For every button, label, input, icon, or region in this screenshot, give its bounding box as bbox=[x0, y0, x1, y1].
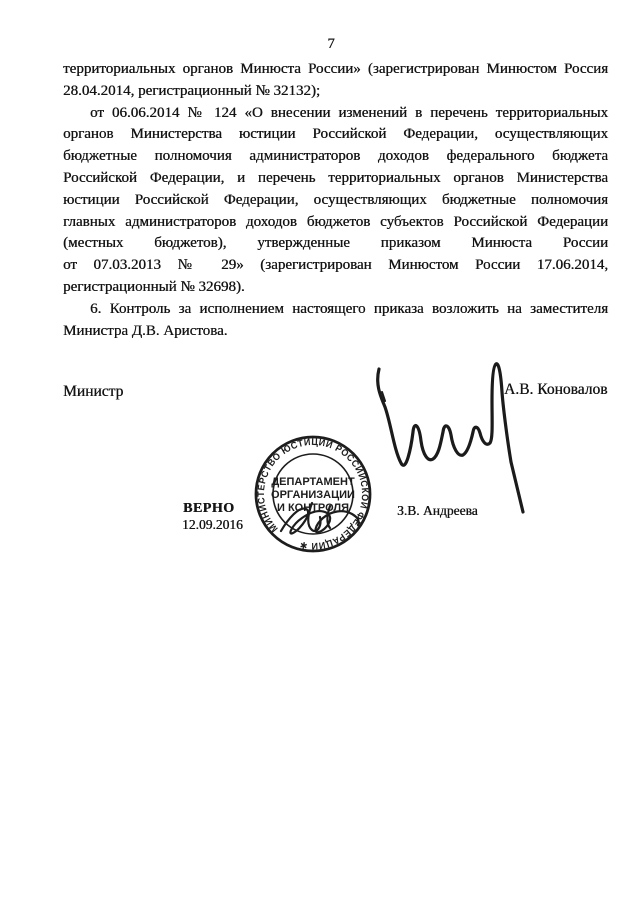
text-line: 28.04.2014, регистрационный № 32132); bbox=[63, 82, 321, 99]
stamp-center-line-1: ДЕПАРТАМЕНТ bbox=[271, 476, 355, 488]
text-line: органов Министерства юстиции Российской Федерации, осуществляющих bbox=[63, 126, 608, 143]
minister-signature-icon bbox=[378, 364, 523, 512]
text-line: 6. Контроль за исполнением настоящего приказа возложить на заместителя bbox=[90, 300, 608, 317]
text-line: главных администраторов доходов бюджетов субъектов Российской Федерации bbox=[63, 213, 608, 230]
verno-date: 12.09.2016 bbox=[182, 517, 243, 532]
text-line: (местных бюджетов), утвержденные приказом Минюста России bbox=[63, 235, 608, 252]
text-line: от 07.03.2013 № 29» (зарегистрирован Минюстом России 17.06.2014, bbox=[63, 257, 608, 274]
stamp-signature-icon bbox=[281, 503, 359, 534]
minister-name: А.В. Коновалов bbox=[504, 381, 608, 398]
text-line: территориальных органов Минюста России» (зарегистрирован Минюстом Россия bbox=[63, 61, 608, 77]
page-number: 7 bbox=[327, 36, 335, 52]
stamp-center-line-3: И КОНТРОЛЯ bbox=[277, 502, 349, 514]
verno-label: ВЕРНО bbox=[183, 501, 235, 516]
stamp-ring-label: МИНИСТЕРСТВО ЮСТИЦИИ РОССИЙСКОЙ ФЕДЕРАЦИИ ✱ bbox=[255, 436, 371, 552]
text-line: юстиции Российской Федерации, осуществляющих бюджетные полномочия bbox=[63, 191, 608, 208]
text-line: бюджетные полномочия администраторов доходов федерального бюджета bbox=[63, 148, 608, 165]
text-line: Российской Федерации, и перечень территориальных органов Министерства bbox=[63, 169, 608, 186]
stamp-center-line-2: ОРГАНИЗАЦИИ bbox=[271, 489, 355, 501]
text-line: Министра Д.В. Аристова. bbox=[63, 322, 228, 339]
text-line: регистрационный № 32698). bbox=[63, 278, 245, 295]
minister-title: Министр bbox=[63, 383, 124, 400]
ministry-stamp bbox=[232, 413, 393, 574]
clerk-name: З.В. Андреева bbox=[397, 503, 478, 518]
stamp-inner-ring bbox=[273, 454, 353, 534]
document-body bbox=[63, 59, 608, 342]
text-line: от 06.06.2014 № 124 «О внесении изменений в перечень территориальных bbox=[90, 104, 608, 121]
stamp-outer-ring bbox=[256, 437, 370, 551]
